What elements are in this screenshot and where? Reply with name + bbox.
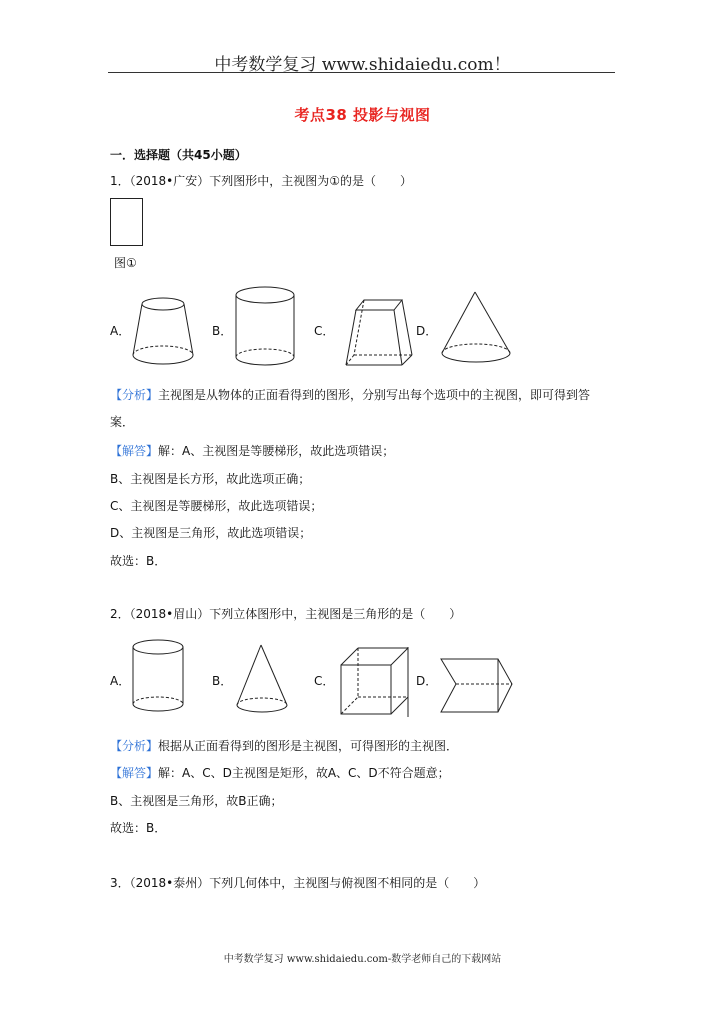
q1-analysis-text-2: 案．	[110, 415, 135, 429]
q2-answer-line-2: B、主视图是三角形，故B正确；	[110, 794, 283, 808]
q2-analysis	[110, 738, 458, 754]
analysis-tag: 【分析】	[110, 388, 159, 402]
q2-option-d-label: D．	[416, 674, 438, 688]
header-divider	[108, 72, 615, 73]
q1-answer-line-2: B、主视图是长方形，故此选项正确；	[110, 472, 311, 486]
q2-answer-line-1	[110, 765, 450, 781]
question-1-stem: 1．（2018•广安）下列图形中，主视图为①的是（ ）	[110, 174, 413, 188]
q2-option-d-prism	[438, 656, 518, 718]
page-title: 考点38 投影与视图	[294, 106, 431, 124]
question-3-stem: 3．（2018•泰州）下列几何体中，主视图与俯视图不相同的是（ ）	[110, 876, 486, 890]
q1-analysis-text-1: 主视图是从物体的正面看得到的图形，分别写出每个选项中的主视图，即可得到答	[158, 388, 591, 402]
q2-answer-text-1: 解：A、C、D主视图是矩形，故A、C、D不符合题意；	[158, 766, 450, 780]
section-heading: 一．选择题（共45小题）	[110, 148, 247, 162]
answer-tag: 【解答】	[110, 766, 159, 780]
q1-answer-text-1: 解：A、主视图是等腰梯形，故此选项错误；	[158, 444, 395, 458]
q1-answer-line-3: C、主视图是等腰梯形，故此选项错误；	[110, 499, 323, 513]
q1-option-c-label: C．	[314, 324, 335, 338]
q1-option-c-frustum-prism	[336, 295, 416, 375]
q2-analysis-text: 根据从正面看得到的图形是主视图，可得图形的主视图．	[158, 739, 459, 753]
analysis-tag: 【分析】	[110, 739, 159, 753]
q1-option-a-label: A．	[110, 324, 131, 338]
q1-option-b-cylinder	[234, 285, 304, 375]
q1-answer-line-5: 故选：B．	[110, 554, 167, 568]
answer-tag: 【解答】	[110, 444, 159, 458]
q2-option-a-label: A．	[110, 674, 131, 688]
q1-answer-line-4: D、主视图是三角形，故此选项错误；	[110, 526, 312, 540]
q1-option-a-frustum	[130, 295, 200, 375]
q2-answer-line-3: 故选：B．	[110, 821, 167, 835]
q1-option-d-label: D．	[416, 324, 438, 338]
q2-option-c-label: C．	[314, 674, 335, 688]
q1-answer-line-1	[110, 443, 394, 459]
q2-option-b-label: B．	[212, 674, 233, 688]
q2-option-c-cube	[336, 645, 416, 720]
q2-option-b-cone	[234, 643, 304, 718]
figure-1-rectangle	[110, 198, 146, 248]
page-footer: 中考数学复习 www.shidaiedu.com-数学老师自己的下载网站	[223, 954, 502, 965]
q1-option-d-cone	[438, 290, 518, 375]
q1-analysis	[110, 387, 590, 403]
figure-1-label: 图①	[114, 256, 137, 270]
q1-option-b-label: B．	[212, 324, 233, 338]
option-divider-line	[407, 647, 411, 719]
question-2-stem: 2．（2018•眉山）下列立体图形中，主视图是三角形的是（ ）	[110, 607, 462, 621]
q2-option-a-cylinder	[130, 638, 190, 720]
page-header: 中考数学复习 www.shidaiedu.com！	[214, 55, 511, 75]
